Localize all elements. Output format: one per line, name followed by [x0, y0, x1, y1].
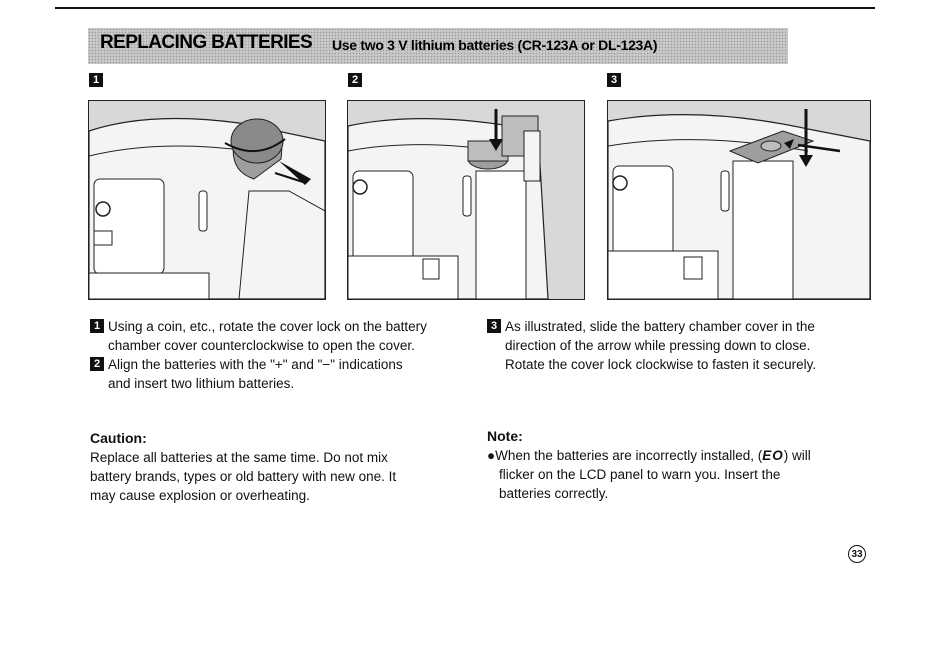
- illustration-step-2: [347, 100, 585, 300]
- note-line-1-start: ●When the batteries are incorrectly installed, (: [487, 448, 763, 463]
- note-line-1-end: ) will: [783, 448, 811, 463]
- top-rule: [55, 7, 875, 9]
- step-2-instruction-line-2: [90, 374, 470, 393]
- note-line-2: flicker on the LCD panel to warn you. Insert the: [499, 467, 781, 482]
- step-2-text-2: and insert two lithium batteries.: [108, 376, 295, 391]
- caution-line-1: Replace all batteries at the same time. Do not mix: [90, 450, 388, 465]
- step-3-text-2: direction of the arrow while pressing down to close.: [505, 338, 811, 353]
- step-3-text-3: Rotate the cover lock clockwise to fasten it securely.: [505, 357, 817, 372]
- step-2-text-1: Align the batteries with the "+" and "−" indications: [108, 357, 403, 372]
- note-heading: Note:: [487, 428, 523, 444]
- caution-line-3: may cause explosion or overheating.: [90, 488, 310, 503]
- note-line-3: batteries correctly.: [499, 486, 609, 501]
- cover-close-illustration: [608, 101, 870, 299]
- step-1-instruction-line-1: [90, 317, 470, 336]
- step-2-badge: 2: [348, 73, 362, 87]
- instructions-right: [487, 317, 867, 374]
- battery-insertion-illustration: [348, 101, 584, 299]
- page-subtitle: Use two 3 V lithium batteries (CR-123A or DL-123A): [332, 37, 658, 53]
- note-section: [487, 427, 867, 503]
- caution-section: [90, 429, 470, 505]
- caution-line-2: battery brands, types or old battery with new one. It: [90, 469, 397, 484]
- page-title: REPLACING BATTERIES: [100, 32, 313, 53]
- illustration-step-3: [607, 100, 871, 300]
- camera-cover-lock-illustration: [89, 101, 325, 299]
- step-3-instruction-line-2: [487, 336, 867, 355]
- note-line-1: [487, 446, 867, 465]
- instructions-left: [90, 317, 470, 393]
- illustration-step-1: [88, 100, 326, 300]
- caution-heading: Caution:: [90, 430, 147, 446]
- lcd-warning-symbol: EO: [762, 448, 784, 463]
- step-1-text-2: chamber cover counterclockwise to open the cover.: [108, 338, 415, 353]
- step-3-instruction-line-3: [487, 355, 867, 374]
- step-3-marker: 3: [487, 319, 501, 333]
- page-number: 33: [848, 545, 866, 563]
- step-3-text-1: As illustrated, slide the battery chamber cover in the: [505, 319, 815, 334]
- step-1-badge: 1: [89, 73, 103, 87]
- step-3-badge: 3: [607, 73, 621, 87]
- step-2-marker: 2: [90, 357, 104, 371]
- step-1-marker: 1: [90, 319, 104, 333]
- step-1-instruction-line-2: [90, 336, 470, 355]
- step-3-instruction-line-1: [487, 317, 867, 336]
- step-1-text-1: Using a coin, etc., rotate the cover lock on the battery: [108, 319, 427, 334]
- step-2-instruction-line-1: [90, 355, 470, 374]
